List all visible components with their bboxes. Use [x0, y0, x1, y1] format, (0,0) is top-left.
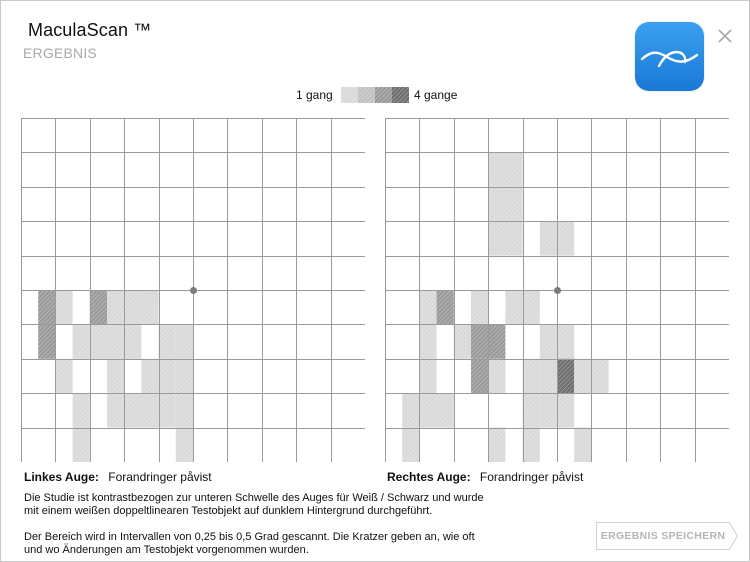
description-paragraph-1: Die Studie ist kontrastbezogen zur unteren Schwelle des Auges für Weiß / Schwarz und wurde mit einem weißen doppeltlinearen Testobjekt auf dunklem Hintergrund durchgeführt.: [24, 492, 484, 517]
app-title: MaculaScan ™: [28, 20, 152, 40]
legend-min-label: 1 gang: [296, 88, 333, 102]
fixation-point: [554, 287, 561, 294]
legend-swatch-4: [392, 87, 409, 103]
close-icon[interactable]: [716, 27, 736, 47]
change-cell: [488, 359, 505, 393]
change-cell: [488, 324, 505, 358]
change-cell: [141, 290, 158, 324]
change-cell: [523, 428, 540, 462]
change-cell: [73, 428, 90, 462]
change-cell: [488, 152, 505, 186]
change-cell: [505, 152, 522, 186]
change-cell: [73, 324, 90, 358]
change-cell: [437, 393, 454, 427]
change-cell: [141, 359, 158, 393]
right-eye-label: Rechtes Auge:: [387, 470, 471, 484]
change-cell: [107, 290, 124, 324]
change-cell: [402, 393, 419, 427]
change-cell: [488, 428, 505, 462]
change-cell: [454, 324, 471, 358]
change-cell: [38, 324, 55, 358]
change-cell: [471, 290, 488, 324]
save-result-button[interactable]: [596, 522, 739, 550]
fixation-point: [190, 287, 197, 294]
change-cell: [574, 359, 591, 393]
change-cell: [124, 290, 141, 324]
change-cell: [90, 290, 107, 324]
change-cell: [176, 393, 193, 427]
change-cell: [124, 324, 141, 358]
change-cell: [159, 324, 176, 358]
change-cell: [38, 290, 55, 324]
change-cell: [557, 393, 574, 427]
change-cell: [107, 324, 124, 358]
change-cell: [523, 393, 540, 427]
legend-swatch-3: [375, 87, 392, 103]
change-cell: [488, 187, 505, 221]
change-cell: [90, 324, 107, 358]
change-cell: [540, 324, 557, 358]
change-cell: [540, 393, 557, 427]
legend-max-label: 4 gange: [414, 88, 458, 102]
right-eye-status: Forandringer påvist: [479, 470, 584, 484]
left-eye-label: Linkes Auge:: [24, 470, 99, 484]
change-cell: [159, 359, 176, 393]
change-cell: [471, 324, 488, 358]
change-cell: [419, 359, 436, 393]
change-cell: [540, 221, 557, 255]
change-cell: [73, 393, 90, 427]
left-eye-result: [24, 470, 212, 484]
change-cell: [176, 428, 193, 462]
change-cell: [419, 324, 436, 358]
legend-swatch-2: [358, 87, 375, 103]
change-cell: [557, 359, 574, 393]
change-cell: [523, 359, 540, 393]
change-cell: [141, 393, 158, 427]
change-cell: [523, 290, 540, 324]
change-cell: [55, 290, 72, 324]
change-cell: [488, 221, 505, 255]
change-cell: [124, 393, 141, 427]
right-eye-result: [387, 470, 583, 484]
change-cell: [505, 187, 522, 221]
change-cell: [159, 393, 176, 427]
change-cell: [176, 324, 193, 358]
wave-logo-icon: [635, 22, 704, 91]
change-cell: [419, 393, 436, 427]
change-cell: [557, 221, 574, 255]
page-subtitle: ERGEBNIS: [23, 45, 97, 61]
description-paragraph-2: Der Bereich wird in Intervallen von 0,25 bis 0,5 Grad gescannt. Die Kratzer geben an, wie oft und wo Änderungen am Testobjekt vorgenommen wurden.: [24, 531, 475, 556]
change-cell: [574, 428, 591, 462]
change-cell: [419, 290, 436, 324]
change-cell: [557, 324, 574, 358]
change-cell: [55, 359, 72, 393]
change-cell: [107, 393, 124, 427]
change-cell: [505, 290, 522, 324]
right-eye-grid: [385, 118, 729, 462]
legend-swatch-1: [341, 87, 358, 103]
change-cell: [540, 359, 557, 393]
left-eye-status: Forandringer påvist: [108, 470, 212, 484]
change-cell: [107, 359, 124, 393]
save-button-label: ERGEBNIS SPEICHERN: [600, 530, 726, 542]
change-cell: [471, 359, 488, 393]
change-cell: [402, 428, 419, 462]
change-cell: [591, 359, 608, 393]
change-cell: [505, 221, 522, 255]
legend-scale: [341, 87, 409, 103]
change-cell: [176, 359, 193, 393]
change-cell: [437, 290, 454, 324]
left-eye-grid: [21, 118, 365, 462]
